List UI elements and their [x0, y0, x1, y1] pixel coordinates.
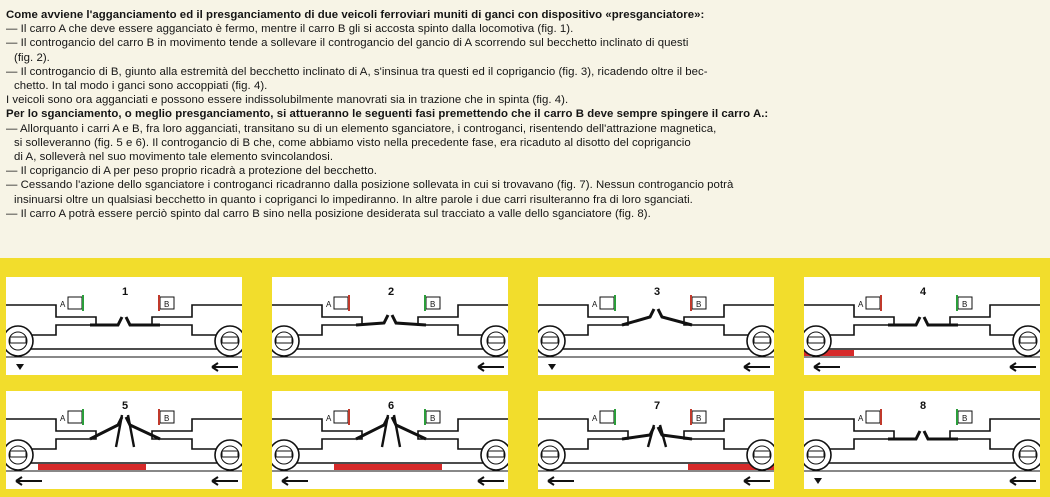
paragraph-step-6: — Il coprigancio di A per peso proprio ricadrà a protezione del becchetto.	[6, 165, 377, 178]
paragraph-coupled: I veicoli sono ora agganciati e possono essere indissolubilmente manovrati sia in trazione che in spinta (fig. 4).	[6, 94, 569, 107]
car-b-label: B	[430, 300, 436, 309]
figure-number: 3	[654, 286, 661, 298]
paragraph-step-2b: (fig. 2).	[14, 51, 50, 64]
paragraph-step-5c: di A, solleverà nel suo movimento tale elemento svincolandosi.	[14, 151, 334, 164]
figure-number: 8	[920, 400, 927, 412]
figure-number: 7	[654, 400, 661, 412]
figure-4	[804, 277, 1040, 375]
figure-2	[272, 277, 508, 375]
heading-coupling: Come avviene l'agganciamento ed il presganciamento di due veicoli ferroviari muniti di ganci con dispositivo «presganciatore»:	[6, 9, 705, 21]
paragraph-step-2a: — Il controgancio del carro B in movimento tende a sollevare il controgancio del gancio di A scorrendo sul becchetto inclinato di questi	[6, 37, 689, 50]
car-a-label: A	[60, 414, 66, 423]
heading-uncoupling: Per lo sganciamento, o meglio presganciamento, si attueranno le seguenti fasi premettendo che il carro B deve sempre spingere il carro A.:	[6, 108, 769, 121]
car-b-label: B	[962, 300, 968, 309]
paragraph-step-5a: — Allorquanto i carri A e B, fra loro agganciati, transitano su di un elemento sganciatore, i controganci, risentendo dell'attrazione magnetica,	[6, 122, 717, 135]
car-a-label: A	[326, 414, 332, 423]
paragraph-step-5b: si solleveranno (fig. 5 e 6). Il controgancio di B che, come abbiamo visto nella precedente fase, era ricaduto al disotto del coprigancio	[14, 136, 691, 149]
figure-5	[6, 391, 242, 489]
car-b-label: B	[962, 414, 968, 423]
car-a-label: A	[858, 300, 864, 309]
figure-7	[538, 391, 774, 489]
car-b-label: B	[696, 414, 702, 423]
figure-6	[272, 391, 508, 489]
car-b-label: B	[696, 300, 702, 309]
car-a-label: A	[592, 414, 598, 423]
figure-number: 1	[122, 286, 129, 298]
figure-8	[804, 391, 1040, 489]
car-a-label: A	[326, 300, 332, 309]
car-b-label: B	[430, 414, 436, 423]
figure-1	[6, 277, 242, 375]
paragraph-step-8: — Il carro A potrà essere perciò spinto dal carro B sino nella posizione desiderata sul tracciato a valle dello sganciatore (fig. 8).	[6, 207, 651, 220]
figure-number: 4	[920, 286, 927, 298]
figure-number: 6	[388, 400, 395, 412]
paragraph-step-3a: — Il controgancio di B, giunto alla estremità del becchetto inclinato di A, s'insinua tra questi ed il coprigancio (fig. 3), ricadendo oltre il bec-	[6, 65, 708, 78]
car-b-label: B	[164, 414, 170, 423]
paragraph-step-3b: chetto. In tal modo i ganci sono accoppiati (fig. 4).	[14, 80, 268, 93]
figure-3	[538, 277, 774, 375]
instructions-text	[6, 8, 1046, 221]
figure-number: 2	[388, 286, 395, 298]
paragraph-step-7a: — Cessando l'azione dello sganciatore i controganci ricadranno dalla posizione sollevata in cui si trovavano (fig. 7). Nessun controgancio potrà	[6, 179, 734, 192]
car-a-label: A	[60, 300, 66, 309]
car-b-label: B	[164, 300, 170, 309]
car-a-label: A	[858, 414, 864, 423]
car-a-label: A	[592, 300, 598, 309]
paragraph-step-7b: insinuarsi oltre un qualsiasi becchetto in quanto i copriganci lo impediranno. In altre parole i due carri risulteranno fra di loro sganciati.	[14, 193, 693, 206]
paragraph-step-1: — Il carro A che deve essere agganciato è fermo, mentre il carro B gli si accosta spinto dalla locomotiva (fig. 1).	[6, 23, 574, 36]
figure-number: 5	[122, 400, 129, 412]
